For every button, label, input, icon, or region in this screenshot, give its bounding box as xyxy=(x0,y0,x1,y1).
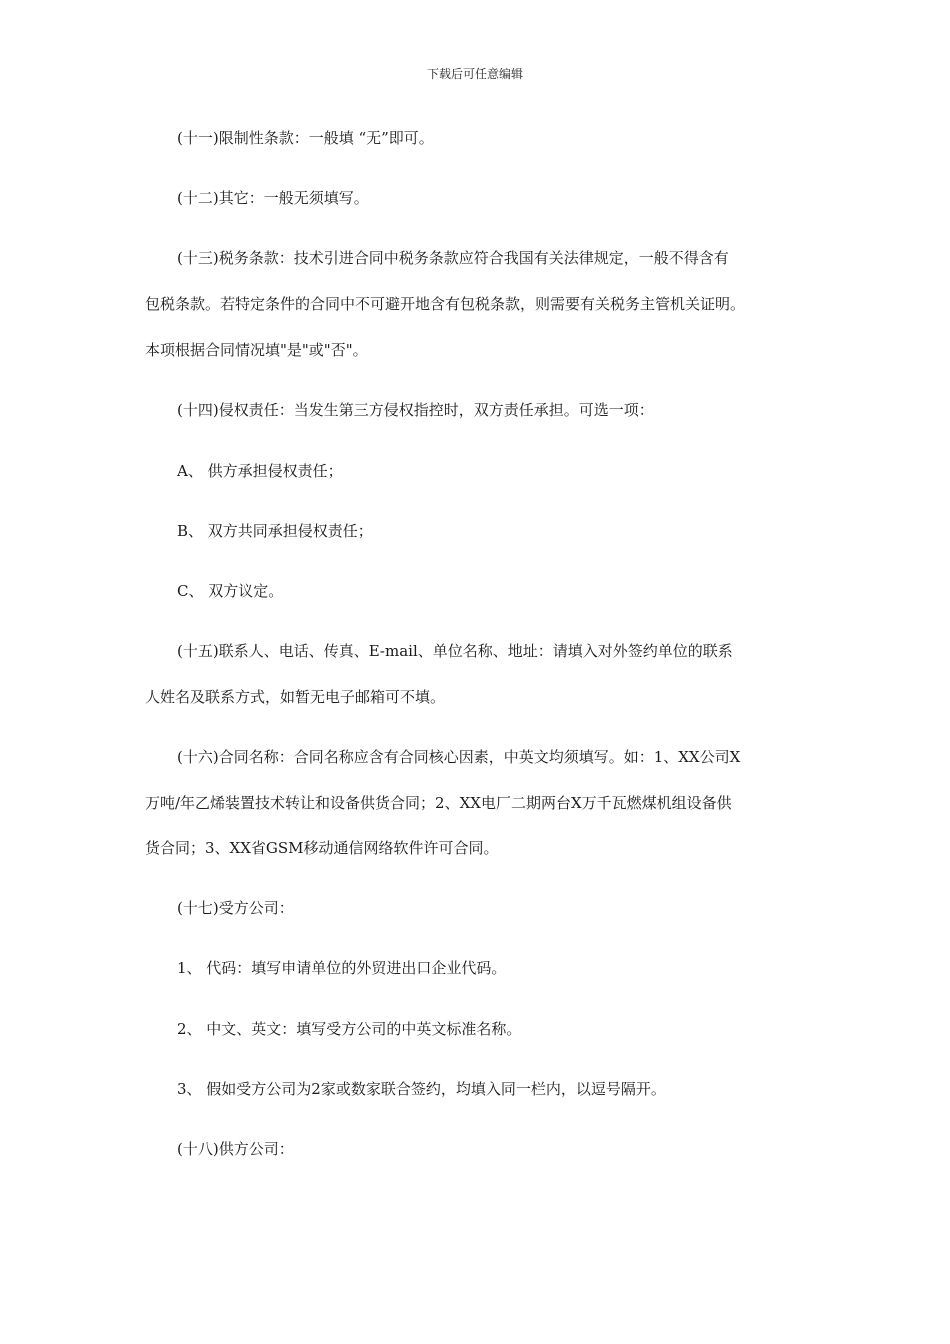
clause-13-line-1: (十三)税务条款：技术引进合同中税务条款应符合我国有关法律规定，一般不得含有 xyxy=(177,249,729,267)
clause-14: (十四)侵权责任：当发生第三方侵权指控时，双方责任承担。可选一项： xyxy=(177,401,654,419)
clause-17-item-3: 3、 假如受方公司为2家或数家联合签约，均填入同一栏内，以逗号隔开。 xyxy=(177,1080,666,1098)
clause-18: (十八)供方公司： xyxy=(177,1140,294,1158)
clause-11: (十一)限制性条款：一般填 “无”即可。 xyxy=(177,129,434,147)
page-header: 下载后可任意编辑 xyxy=(426,67,523,81)
clause-12: (十二)其它：一般无须填写。 xyxy=(177,189,369,207)
clause-16-line-2: 万吨/年乙烯装置技术转让和设备供货合同；2、XX电厂二期两台X万千瓦燃煤机组设备供 xyxy=(145,794,732,812)
clause-16-line-1: (十六)合同名称：合同名称应含有合同核心因素，中英文均须填写。如：1、XX公司X xyxy=(177,748,741,766)
clause-14-option-a: A、 供方承担侵权责任； xyxy=(177,462,343,480)
clause-14-option-c: C、 双方议定。 xyxy=(177,582,284,600)
clause-13-line-2: 包税条款。若特定条件的合同中不可避开地含有包税条款，则需要有关税务主管机关证明。 xyxy=(145,295,746,313)
clause-17-item-1: 1、 代码：填写申请单位的外贸进出口企业代码。 xyxy=(177,959,507,977)
clause-16-line-3: 货合同；3、XX省GSM移动通信网络软件许可合同。 xyxy=(145,839,499,857)
clause-15-line-1: (十五)联系人、电话、传真、E-mail、单位名称、地址：请填入对外签约单位的联系 xyxy=(177,642,733,660)
clause-17-item-2: 2、 中文、英文：填写受方公司的中英文标准名称。 xyxy=(177,1020,522,1038)
clause-14-option-b: B、 双方共同承担侵权责任； xyxy=(177,522,373,540)
clause-17: (十七)受方公司： xyxy=(177,899,294,917)
clause-13-line-3: 本项根据合同情况填"是"或"否"。 xyxy=(145,341,368,359)
clause-15-line-2: 人姓名及联系方式，如暂无电子邮箱可不填。 xyxy=(145,688,446,706)
